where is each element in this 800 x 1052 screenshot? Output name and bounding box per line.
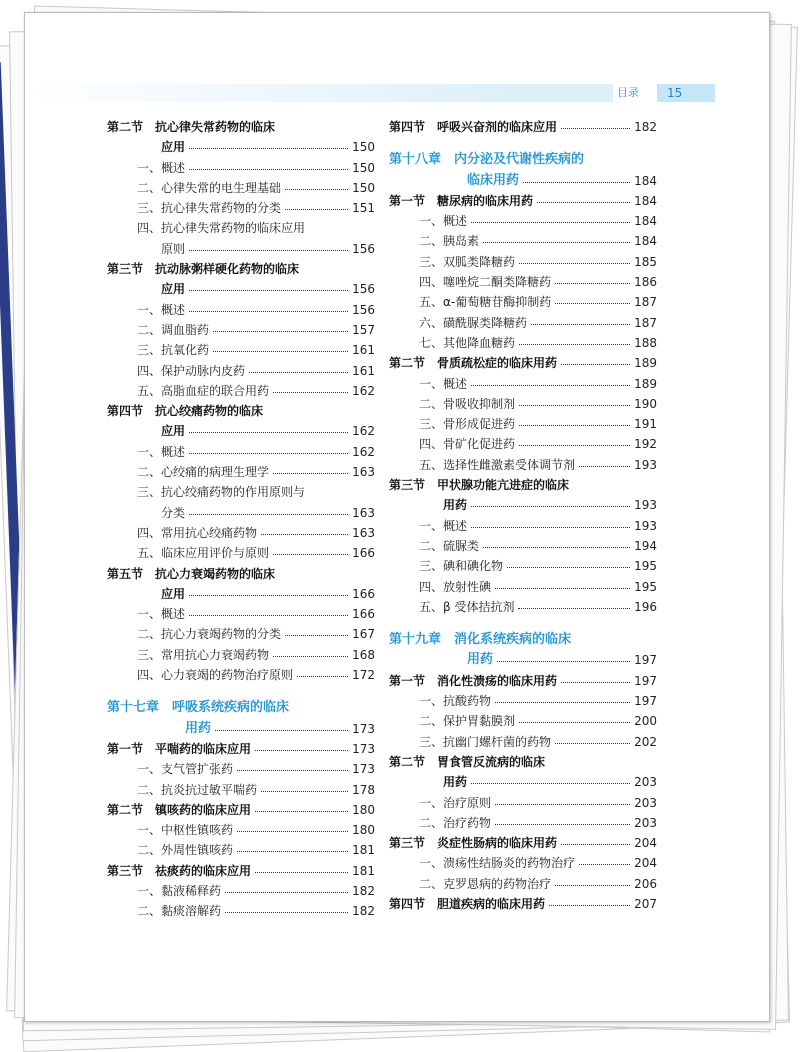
toc-leader-dots	[215, 730, 348, 731]
toc-spacer	[107, 685, 375, 698]
toc-entry-label: 四、放射性碘	[419, 579, 492, 594]
toc-leader-dots	[237, 851, 348, 852]
toc-item-entry[interactable]	[107, 239, 375, 259]
toc-entry-page: 156	[352, 282, 375, 297]
toc-leader-dots	[519, 445, 630, 446]
toc-entry-page: 167	[352, 627, 375, 642]
toc-entry-label: 二、黏痰溶解药	[137, 904, 222, 919]
toc-leader-dots	[285, 189, 348, 190]
toc-leader-dots	[519, 405, 630, 406]
toc-leader-dots	[519, 263, 630, 264]
toc-leader-dots	[249, 372, 348, 373]
toc-entry-page: 187	[634, 315, 657, 330]
toc-section-entry[interactable]	[107, 117, 375, 137]
toc-item-entry[interactable]	[389, 231, 657, 251]
toc-entry-page: 203	[634, 795, 657, 810]
toc-entry-page: 166	[352, 546, 375, 561]
toc-section-entry[interactable]	[389, 495, 657, 515]
toc-entry-label: 第十八章 内分泌及代谢性疾病的	[389, 152, 585, 168]
toc-leader-dots	[483, 547, 630, 548]
toc-leader-dots	[273, 392, 348, 393]
toc-entry-page: 150	[352, 140, 375, 155]
toc-section-entry[interactable]	[107, 800, 375, 820]
toc-leader-dots	[285, 209, 348, 210]
toc-entry-label: 一、治疗原则	[419, 795, 492, 810]
toc-item-entry[interactable]	[389, 394, 657, 414]
toc-item-entry[interactable]	[107, 523, 375, 543]
toc-leader-dots	[189, 311, 348, 312]
toc-leader-dots	[225, 912, 348, 913]
toc-entry-label: 第二节 骨质疏松症的临床用药	[389, 356, 558, 371]
toc-entry-page: 173	[352, 741, 375, 756]
toc-leader-dots	[255, 811, 348, 812]
toc-leader-dots	[555, 283, 630, 284]
toc-entry-page: 203	[634, 815, 657, 830]
toc-entry-label: 应用	[161, 282, 186, 297]
toc-item-entry[interactable]	[389, 374, 657, 394]
toc-entry-label: 第一节 平喘药的临床应用	[107, 741, 252, 756]
toc-section-entry[interactable]	[389, 671, 657, 691]
toc-leader-dots	[261, 534, 348, 535]
toc-item-entry[interactable]	[389, 211, 657, 231]
toc-entry-page: 168	[352, 647, 375, 662]
toc-section-entry[interactable]	[107, 861, 375, 881]
toc-entry-page: 184	[634, 214, 657, 229]
toc-section-entry[interactable]	[389, 117, 657, 137]
toc-leader-dots	[555, 743, 630, 744]
toc-entry-label: 四、抗心律失常药物的临床应用	[137, 221, 306, 236]
toc-leader-dots	[255, 750, 348, 751]
toc-entry-label: 四、保护动脉内皮药	[137, 363, 246, 378]
toc-entry-label: 二、骨吸收抑制剂	[419, 396, 516, 411]
toc-leader-dots	[237, 770, 348, 771]
toc-leader-dots	[189, 250, 348, 251]
toc-entry-label: 二、硫脲类	[419, 538, 480, 553]
toc-entry-page: 188	[634, 335, 657, 350]
toc-entry-label: 一、概述	[137, 160, 186, 175]
toc-item-entry[interactable]	[107, 665, 375, 685]
toc-leader-dots	[471, 527, 630, 528]
toc-item-entry[interactable]	[107, 218, 375, 238]
toc-entry-page: 173	[352, 762, 375, 777]
toc-item-entry[interactable]	[107, 543, 375, 563]
toc-entry-page: 189	[634, 376, 657, 391]
toc-entry-page: 196	[634, 599, 657, 614]
toc-item-entry[interactable]	[389, 252, 657, 272]
toc-entry-label: 三、抗心律失常药物的分类	[137, 201, 282, 216]
toc-entry-label: 用药	[185, 720, 212, 736]
toc-item-entry[interactable]	[107, 300, 375, 320]
toc-leader-dots	[213, 351, 348, 352]
toc-entry-page: 178	[352, 782, 375, 797]
toc-leader-dots	[497, 661, 630, 662]
toc-entry-page: 184	[634, 234, 657, 249]
toc-item-entry[interactable]	[107, 482, 375, 502]
toc-entry-page: 203	[634, 775, 657, 790]
toc-entry-label: 第四节 胆道疾病的临床用药	[389, 896, 546, 911]
toc-item-entry[interactable]	[389, 434, 657, 454]
toc-entry-label: 用药	[467, 652, 494, 668]
toc-entry-page: 194	[634, 538, 657, 553]
toc-column-left	[107, 117, 375, 922]
toc-leader-dots	[471, 783, 630, 784]
toc-leader-dots	[213, 331, 348, 332]
toc-leader-dots	[561, 128, 630, 129]
toc-item-entry[interactable]	[389, 292, 657, 312]
toc-entry-label: 二、抗炎抗过敏平喘药	[137, 782, 258, 797]
toc-entry-label: 原则	[161, 241, 186, 256]
toc-entry-page: 207	[634, 896, 657, 911]
toc-leader-dots	[273, 473, 348, 474]
toc-leader-dots	[495, 804, 630, 805]
toc-page	[24, 12, 770, 1022]
toc-entry-page: 150	[352, 160, 375, 175]
toc-item-entry[interactable]	[389, 536, 657, 556]
toc-leader-dots	[273, 554, 348, 555]
toc-entry-label: 一、概述	[137, 607, 186, 622]
toc-leader-dots	[483, 242, 630, 243]
toc-entry-page: 157	[352, 322, 375, 337]
toc-entry-label: 第三节 祛痰药的临床应用	[107, 863, 252, 878]
toc-item-entry[interactable]	[389, 516, 657, 536]
toc-entry-label: 四、骨矿化促进药	[419, 437, 516, 452]
toc-entry-label: 四、噻唑烷二酮类降糖药	[419, 275, 552, 290]
toc-entry-page: 161	[352, 363, 375, 378]
toc-entry-label: 第三节 炎症性肠病的临床用药	[389, 836, 558, 851]
toc-item-entry[interactable]	[107, 624, 375, 644]
toc-leader-dots	[555, 303, 630, 304]
toc-entry-page: 197	[634, 694, 657, 709]
toc-entry-page: 202	[634, 734, 657, 749]
toc-entry-page: 156	[352, 302, 375, 317]
toc-leader-dots	[189, 290, 348, 291]
toc-entry-page: 166	[352, 586, 375, 601]
toc-item-entry[interactable]	[389, 556, 657, 576]
toc-entry-page: 184	[634, 193, 657, 208]
toc-leader-dots	[523, 182, 630, 183]
toc-entry-label: 一、概述	[419, 518, 468, 533]
toc-item-entry[interactable]	[389, 414, 657, 434]
toc-entry-label: 三、双胍类降糖药	[419, 254, 516, 269]
toc-item-entry[interactable]	[389, 455, 657, 475]
toc-section-entry[interactable]	[389, 894, 657, 914]
toc-entry-label: 二、外周性镇咳药	[137, 843, 234, 858]
toc-leader-dots	[495, 588, 630, 589]
toc-entry-label: 四、心力衰竭的药物治疗原则	[137, 668, 294, 683]
toc-entry-label: 第一节 糖尿病的临床用药	[389, 193, 534, 208]
toc-item-entry[interactable]	[389, 272, 657, 292]
toc-leader-dots	[297, 676, 348, 677]
toc-item-entry[interactable]	[389, 732, 657, 752]
toc-entry-page: 166	[352, 607, 375, 622]
toc-section-entry[interactable]	[389, 752, 657, 772]
toc-entry-label: 三、骨形成促进药	[419, 417, 516, 432]
toc-entry-label: 第二节 抗心律失常药物的临床	[107, 120, 276, 134]
toc-entry-page: 184	[634, 173, 657, 188]
toc-entry-page: 151	[352, 201, 375, 216]
toc-entry-label: 五、选择性雌激素受体调节剂	[419, 457, 576, 472]
toc-entry-label: 第三节 抗动脉粥样硬化药物的临床	[107, 262, 300, 277]
toc-entry-label: 五、α-葡萄糖苷酶抑制药	[419, 295, 552, 310]
toc-entry-label: 应用	[161, 424, 186, 439]
toc-entry-label: 一、溃疡性结肠炎的药物治疗	[419, 856, 576, 871]
toc-leader-dots	[273, 656, 348, 657]
toc-item-entry[interactable]	[107, 442, 375, 462]
toc-leader-dots	[285, 635, 348, 636]
toc-leader-dots	[579, 864, 630, 865]
toc-section-entry[interactable]	[107, 279, 375, 299]
toc-entry-label: 用药	[443, 498, 468, 513]
toc-leader-dots	[579, 466, 630, 467]
toc-entry-label: 第一节 消化性溃疡的临床用药	[389, 673, 558, 688]
toc-leader-dots	[471, 385, 630, 386]
toc-item-entry[interactable]	[107, 320, 375, 340]
toc-section-entry[interactable]	[389, 833, 657, 853]
header-page-number: 15	[657, 84, 715, 102]
toc-item-entry[interactable]	[107, 881, 375, 901]
toc-chapter-entry[interactable]	[107, 719, 375, 739]
toc-item-entry[interactable]	[107, 340, 375, 360]
toc-leader-dots	[189, 169, 348, 170]
toc-leader-dots	[561, 844, 630, 845]
toc-spacer	[389, 137, 657, 150]
toc-entry-page: 193	[634, 498, 657, 513]
toc-entry-label: 二、调血脂药	[137, 322, 210, 337]
toc-item-entry[interactable]	[107, 820, 375, 840]
toc-section-entry[interactable]	[107, 564, 375, 584]
toc-entry-label: 五、β 受体拮抗剂	[419, 599, 515, 614]
toc-entry-page: 163	[352, 525, 375, 540]
toc-entry-page: 206	[634, 876, 657, 891]
toc-item-entry[interactable]	[389, 577, 657, 597]
toc-leader-dots	[471, 222, 630, 223]
toc-leader-dots	[189, 432, 348, 433]
toc-entry-page: 161	[352, 343, 375, 358]
toc-leader-dots	[518, 608, 630, 609]
toc-leader-dots	[189, 595, 348, 596]
toc-entry-page: 181	[352, 863, 375, 878]
toc-entry-label: 三、抗幽门螺杆菌的药物	[419, 734, 552, 749]
toc-entry-label: 第十七章 呼吸系统疾病的临床	[107, 700, 290, 716]
toc-entry-page: 197	[634, 653, 657, 668]
toc-entry-page: 163	[352, 465, 375, 480]
toc-entry-page: 180	[352, 823, 375, 838]
toc-leader-dots	[507, 567, 630, 568]
toc-entry-label: 第四节 抗心绞痛药物的临床	[107, 404, 264, 419]
toc-entry-label: 临床用药	[467, 172, 520, 188]
toc-entry-label: 五、高脂血症的联合用药	[137, 383, 270, 398]
toc-entry-label: 四、常用抗心绞痛药物	[137, 525, 258, 540]
toc-entry-page: 162	[352, 383, 375, 398]
toc-entry-label: 一、抗酸药物	[419, 694, 492, 709]
toc-item-entry[interactable]	[107, 158, 375, 178]
toc-leader-dots	[495, 824, 630, 825]
toc-spacer	[389, 617, 657, 630]
toc-leader-dots	[495, 702, 630, 703]
toc-entry-label: 应用	[161, 140, 186, 155]
toc-entry-label: 一、黏液稀释药	[137, 883, 222, 898]
toc-leader-dots	[519, 722, 630, 723]
toc-leader-dots	[519, 425, 630, 426]
toc-item-entry[interactable]	[107, 645, 375, 665]
toc-leader-dots	[537, 202, 630, 203]
toc-leader-dots	[237, 831, 348, 832]
toc-section-entry[interactable]	[107, 584, 375, 604]
toc-entry-page: 191	[634, 417, 657, 432]
toc-entry-page: 185	[634, 254, 657, 269]
toc-entry-page: 204	[634, 836, 657, 851]
toc-entry-label: 一、概述	[419, 376, 468, 391]
toc-item-entry[interactable]	[107, 604, 375, 624]
toc-entry-page: 150	[352, 180, 375, 195]
toc-chapter-entry[interactable]	[389, 650, 657, 670]
toc-entry-label: 三、抗心绞痛药物的作用原则与	[137, 485, 306, 500]
toc-section-entry[interactable]	[107, 739, 375, 759]
toc-entry-label: 第五节 抗心力衰竭药物的临床	[107, 566, 276, 581]
toc-entry-label: 五、临床应用评价与原则	[137, 546, 270, 561]
toc-leader-dots	[561, 682, 630, 683]
toc-entry-label: 二、抗心力衰竭药物的分类	[137, 627, 282, 642]
toc-entry-page: 182	[634, 120, 657, 134]
toc-item-entry[interactable]	[389, 333, 657, 353]
toc-item-entry[interactable]	[107, 178, 375, 198]
toc-item-entry[interactable]	[389, 813, 657, 833]
toc-entry-page: 180	[352, 802, 375, 817]
toc-entry-page: 195	[634, 579, 657, 594]
toc-leader-dots	[561, 364, 630, 365]
toc-entry-page: 186	[634, 275, 657, 290]
toc-entry-page: 192	[634, 437, 657, 452]
toc-chapter-entry[interactable]	[389, 150, 657, 170]
toc-item-entry[interactable]	[107, 361, 375, 381]
toc-entry-page: 181	[352, 843, 375, 858]
toc-entry-label: 分类	[161, 505, 186, 520]
toc-item-entry[interactable]	[389, 691, 657, 711]
toc-section-entry[interactable]	[389, 772, 657, 792]
header-bar	[25, 84, 613, 102]
toc-leader-dots	[519, 344, 630, 345]
toc-leader-dots	[555, 885, 630, 886]
toc-entry-label: 第十九章 消化系统疾病的临床	[389, 632, 572, 648]
toc-entry-page: 162	[352, 424, 375, 439]
toc-entry-page: 182	[352, 883, 375, 898]
toc-entry-page: 163	[352, 505, 375, 520]
toc-entry-label: 一、概述	[419, 214, 468, 229]
toc-entry-label: 用药	[443, 775, 468, 790]
toc-entry-label: 六、磺酰脲类降糖药	[419, 315, 528, 330]
toc-entry-label: 第二节 镇咳药的临床应用	[107, 802, 252, 817]
toc-item-entry[interactable]	[389, 597, 657, 617]
toc-entry-page: 173	[352, 721, 375, 736]
toc-section-entry[interactable]	[389, 191, 657, 211]
toc-entry-label: 一、支气管扩张药	[137, 762, 234, 777]
header-section-label: 目录	[617, 86, 639, 99]
toc-section-entry[interactable]	[389, 475, 657, 495]
toc-leader-dots	[255, 872, 348, 873]
toc-entry-label: 一、中枢性镇咳药	[137, 823, 234, 838]
toc-column-right	[389, 117, 657, 914]
toc-leader-dots	[261, 791, 348, 792]
toc-section-entry[interactable]	[389, 353, 657, 373]
toc-item-entry[interactable]	[389, 874, 657, 894]
toc-entry-label: 三、常用抗心力衰竭药物	[137, 647, 270, 662]
toc-entry-page: 193	[634, 457, 657, 472]
toc-entry-label: 二、克罗恩病的药物治疗	[419, 876, 552, 891]
toc-entry-page: 197	[634, 673, 657, 688]
toc-entry-page: 193	[634, 518, 657, 533]
toc-item-entry[interactable]	[107, 198, 375, 218]
toc-entry-label: 三、抗氧化药	[137, 343, 210, 358]
toc-entry-label: 二、心律失常的电生理基础	[137, 180, 282, 195]
toc-item-entry[interactable]	[107, 462, 375, 482]
toc-item-entry[interactable]	[107, 503, 375, 523]
toc-chapter-entry[interactable]	[389, 630, 657, 650]
toc-leader-dots	[189, 615, 348, 616]
toc-item-entry[interactable]	[389, 793, 657, 813]
toc-entry-label: 一、概述	[137, 302, 186, 317]
toc-entry-page: 187	[634, 295, 657, 310]
toc-entry-page: 195	[634, 559, 657, 574]
toc-leader-dots	[189, 514, 348, 515]
toc-section-entry[interactable]	[107, 421, 375, 441]
toc-entry-page: 204	[634, 856, 657, 871]
toc-item-entry[interactable]	[389, 711, 657, 731]
toc-item-entry[interactable]	[389, 313, 657, 333]
toc-entry-label: 第四节 呼吸兴奋剂的临床应用	[389, 120, 558, 134]
toc-section-entry[interactable]	[107, 137, 375, 157]
toc-chapter-entry[interactable]	[107, 698, 375, 718]
toc-leader-dots	[225, 892, 348, 893]
toc-entry-page: 182	[352, 904, 375, 919]
toc-entry-label: 七、其他降血糖药	[419, 335, 516, 350]
toc-item-entry[interactable]	[107, 780, 375, 800]
toc-entry-page: 200	[634, 714, 657, 729]
toc-entry-label: 二、胰岛素	[419, 234, 480, 249]
toc-entry-page: 189	[634, 356, 657, 371]
toc-entry-page: 162	[352, 444, 375, 459]
toc-entry-page: 156	[352, 241, 375, 256]
toc-leader-dots	[549, 905, 630, 906]
toc-leader-dots	[189, 148, 348, 149]
toc-item-entry[interactable]	[389, 853, 657, 873]
toc-leader-dots	[189, 453, 348, 454]
toc-section-entry[interactable]	[107, 259, 375, 279]
toc-leader-dots	[471, 506, 630, 507]
toc-chapter-entry[interactable]	[389, 171, 657, 191]
toc-item-entry[interactable]	[107, 840, 375, 860]
toc-entry-label: 二、治疗药物	[419, 815, 492, 830]
toc-item-entry[interactable]	[107, 759, 375, 779]
toc-leader-dots	[531, 324, 630, 325]
toc-entry-label: 第三节 甲状腺功能亢进症的临床	[389, 478, 570, 493]
toc-item-entry[interactable]	[107, 381, 375, 401]
toc-entry-label: 二、保护胃黏膜剂	[419, 714, 516, 729]
toc-entry-page: 172	[352, 668, 375, 683]
toc-item-entry[interactable]	[107, 901, 375, 921]
toc-entry-label: 第二节 胃食管反流病的临床	[389, 754, 546, 769]
toc-entry-label: 应用	[161, 586, 186, 601]
toc-entry-label: 二、心绞痛的病理生理学	[137, 465, 270, 480]
toc-entry-label: 三、碘和碘化物	[419, 559, 504, 574]
toc-entry-label: 一、概述	[137, 444, 186, 459]
toc-entry-page: 190	[634, 396, 657, 411]
toc-section-entry[interactable]	[107, 401, 375, 421]
